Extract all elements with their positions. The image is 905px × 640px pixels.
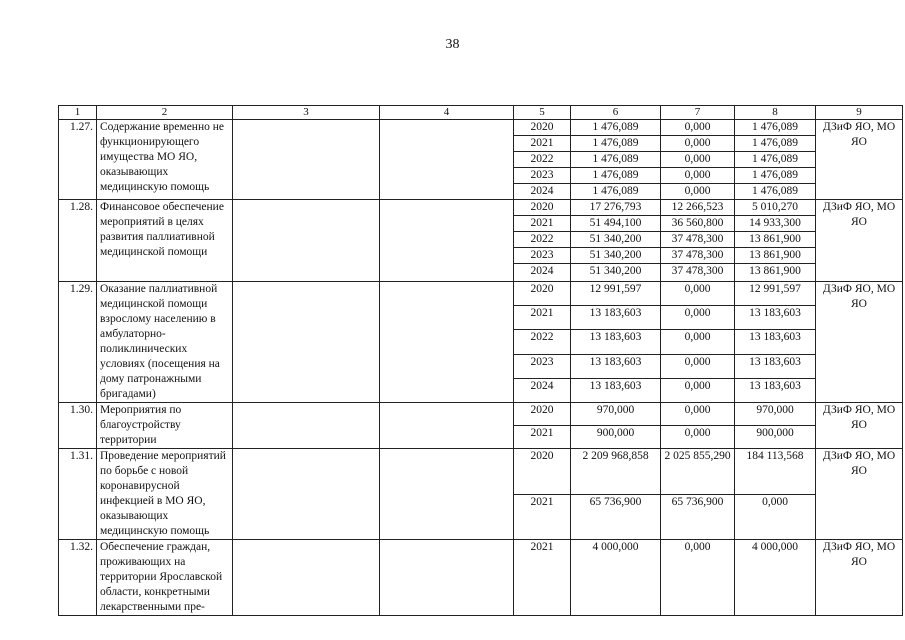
total-cell: 4 000,000 bbox=[571, 540, 661, 616]
column-3-cell bbox=[233, 540, 380, 616]
federal-cell: 37 478,300 bbox=[661, 264, 735, 282]
table-row bbox=[59, 282, 903, 306]
executor-cell: ДЗиФ ЯО, МО ЯО bbox=[816, 540, 903, 616]
total-cell: 51 494,100 bbox=[571, 216, 661, 232]
column-header: 7 bbox=[661, 106, 735, 120]
federal-cell: 0,000 bbox=[661, 378, 735, 402]
year-cell: 2020 bbox=[514, 200, 571, 216]
total-cell: 1 476,089 bbox=[571, 152, 661, 168]
total-cell: 17 276,793 bbox=[571, 200, 661, 216]
federal-cell: 0,000 bbox=[661, 403, 735, 426]
table-row bbox=[59, 403, 903, 426]
row-name: Оказание паллиативной медицинской помощи взрослому населению в амбулаторно-поликлинических условиях (посещения на дому патронажными бригадами) bbox=[97, 282, 233, 403]
regional-cell: 184 113,568 bbox=[735, 449, 816, 495]
executor-cell: ДЗиФ ЯО, МО ЯО bbox=[816, 200, 903, 282]
row-name: Мероприятия по благоустройству территории bbox=[97, 403, 233, 449]
column-header: 2 bbox=[97, 106, 233, 120]
year-cell: 2024 bbox=[514, 264, 571, 282]
federal-cell: 37 478,300 bbox=[661, 248, 735, 264]
row-name: Финансовое обеспечение мероприятий в целях развития паллиативной медицинской помощи bbox=[97, 200, 233, 282]
total-cell: 13 183,603 bbox=[571, 306, 661, 330]
year-cell: 2020 bbox=[514, 120, 571, 136]
year-cell: 2023 bbox=[514, 354, 571, 378]
regional-cell: 13 861,900 bbox=[735, 264, 816, 282]
year-cell: 2021 bbox=[514, 216, 571, 232]
row-name: Проведение мероприятий по борьбе с новой коронавирусной инфекцией в МО ЯО, оказывающих медицинскую помощь bbox=[97, 449, 233, 540]
row-number: 1.27. bbox=[59, 120, 97, 200]
federal-cell: 0,000 bbox=[661, 540, 735, 616]
column-3-cell bbox=[233, 403, 380, 449]
federal-cell: 36 560,800 bbox=[661, 216, 735, 232]
total-cell: 12 991,597 bbox=[571, 282, 661, 306]
regional-cell: 14 933,300 bbox=[735, 216, 816, 232]
regional-cell: 970,000 bbox=[735, 403, 816, 426]
executor-cell: ДЗиФ ЯО, МО ЯО bbox=[816, 282, 903, 403]
total-cell: 51 340,200 bbox=[571, 248, 661, 264]
year-cell: 2021 bbox=[514, 426, 571, 449]
federal-cell: 65 736,900 bbox=[661, 494, 735, 540]
executor-cell: ДЗиФ ЯО, МО ЯО bbox=[816, 120, 903, 200]
table-row bbox=[59, 449, 903, 495]
column-4-cell bbox=[380, 200, 514, 282]
column-header: 4 bbox=[380, 106, 514, 120]
column-3-cell bbox=[233, 120, 380, 200]
regional-cell: 1 476,089 bbox=[735, 168, 816, 184]
column-header: 5 bbox=[514, 106, 571, 120]
total-cell: 51 340,200 bbox=[571, 232, 661, 248]
total-cell: 1 476,089 bbox=[571, 136, 661, 152]
column-4-cell bbox=[380, 282, 514, 403]
federal-cell: 0,000 bbox=[661, 426, 735, 449]
year-cell: 2021 bbox=[514, 306, 571, 330]
page-number: 38 bbox=[445, 37, 460, 52]
column-3-cell bbox=[233, 449, 380, 540]
executor-cell: ДЗиФ ЯО, МО ЯО bbox=[816, 403, 903, 449]
regional-cell: 13 861,900 bbox=[735, 248, 816, 264]
executor-cell: ДЗиФ ЯО, МО ЯО bbox=[816, 449, 903, 540]
year-cell: 2022 bbox=[514, 152, 571, 168]
regional-cell: 1 476,089 bbox=[735, 184, 816, 200]
regional-cell: 0,000 bbox=[735, 494, 816, 540]
regional-cell: 900,000 bbox=[735, 426, 816, 449]
regional-cell: 13 183,603 bbox=[735, 354, 816, 378]
regional-cell: 13 861,900 bbox=[735, 232, 816, 248]
year-cell: 2021 bbox=[514, 540, 571, 616]
federal-cell: 0,000 bbox=[661, 330, 735, 354]
year-cell: 2024 bbox=[514, 184, 571, 200]
row-number: 1.29. bbox=[59, 282, 97, 403]
regional-cell: 5 010,270 bbox=[735, 200, 816, 216]
total-cell: 13 183,603 bbox=[571, 378, 661, 402]
year-cell: 2020 bbox=[514, 403, 571, 426]
column-4-cell bbox=[380, 403, 514, 449]
year-cell: 2021 bbox=[514, 494, 571, 540]
table-row bbox=[59, 120, 903, 136]
budget-table bbox=[58, 105, 903, 616]
row-number: 1.31. bbox=[59, 449, 97, 540]
federal-cell: 0,000 bbox=[661, 282, 735, 306]
year-cell: 2022 bbox=[514, 232, 571, 248]
column-3-cell bbox=[233, 282, 380, 403]
federal-cell: 0,000 bbox=[661, 184, 735, 200]
total-cell: 2 209 968,858 bbox=[571, 449, 661, 495]
column-4-cell bbox=[380, 120, 514, 200]
federal-cell: 0,000 bbox=[661, 136, 735, 152]
total-cell: 970,000 bbox=[571, 403, 661, 426]
year-cell: 2023 bbox=[514, 168, 571, 184]
regional-cell: 4 000,000 bbox=[735, 540, 816, 616]
row-name: Обеспечение граждан, проживающих на территории Ярославской области, конкретными лекарственными пре- bbox=[97, 540, 233, 616]
year-cell: 2022 bbox=[514, 330, 571, 354]
total-cell: 1 476,089 bbox=[571, 184, 661, 200]
federal-cell: 0,000 bbox=[661, 354, 735, 378]
total-cell: 900,000 bbox=[571, 426, 661, 449]
year-cell: 2024 bbox=[514, 378, 571, 402]
year-cell: 2020 bbox=[514, 449, 571, 495]
table-body bbox=[59, 106, 903, 616]
table-row bbox=[59, 540, 903, 616]
federal-cell: 0,000 bbox=[661, 120, 735, 136]
regional-cell: 1 476,089 bbox=[735, 120, 816, 136]
regional-cell: 13 183,603 bbox=[735, 378, 816, 402]
column-header: 1 bbox=[59, 106, 97, 120]
column-3-cell bbox=[233, 200, 380, 282]
column-header: 9 bbox=[816, 106, 903, 120]
row-number: 1.32. bbox=[59, 540, 97, 616]
regional-cell: 13 183,603 bbox=[735, 306, 816, 330]
column-header: 6 bbox=[571, 106, 661, 120]
federal-cell: 37 478,300 bbox=[661, 232, 735, 248]
year-cell: 2023 bbox=[514, 248, 571, 264]
row-number: 1.30. bbox=[59, 403, 97, 449]
federal-cell: 0,000 bbox=[661, 168, 735, 184]
row-number: 1.28. bbox=[59, 200, 97, 282]
column-4-cell bbox=[380, 540, 514, 616]
federal-cell: 0,000 bbox=[661, 152, 735, 168]
total-cell: 1 476,089 bbox=[571, 168, 661, 184]
total-cell: 13 183,603 bbox=[571, 354, 661, 378]
column-4-cell bbox=[380, 449, 514, 540]
total-cell: 13 183,603 bbox=[571, 330, 661, 354]
year-cell: 2020 bbox=[514, 282, 571, 306]
year-cell: 2021 bbox=[514, 136, 571, 152]
regional-cell: 13 183,603 bbox=[735, 330, 816, 354]
federal-cell: 2 025 855,290 bbox=[661, 449, 735, 495]
table-row bbox=[59, 200, 903, 216]
column-header: 8 bbox=[735, 106, 816, 120]
column-header: 3 bbox=[233, 106, 380, 120]
row-name: Содержание временно не функционирующего имущества МО ЯО, оказывающих медицинскую помощь bbox=[97, 120, 233, 200]
table-header-row bbox=[59, 106, 903, 120]
regional-cell: 1 476,089 bbox=[735, 152, 816, 168]
total-cell: 65 736,900 bbox=[571, 494, 661, 540]
regional-cell: 12 991,597 bbox=[735, 282, 816, 306]
regional-cell: 1 476,089 bbox=[735, 136, 816, 152]
total-cell: 1 476,089 bbox=[571, 120, 661, 136]
federal-cell: 0,000 bbox=[661, 306, 735, 330]
total-cell: 51 340,200 bbox=[571, 264, 661, 282]
federal-cell: 12 266,523 bbox=[661, 200, 735, 216]
